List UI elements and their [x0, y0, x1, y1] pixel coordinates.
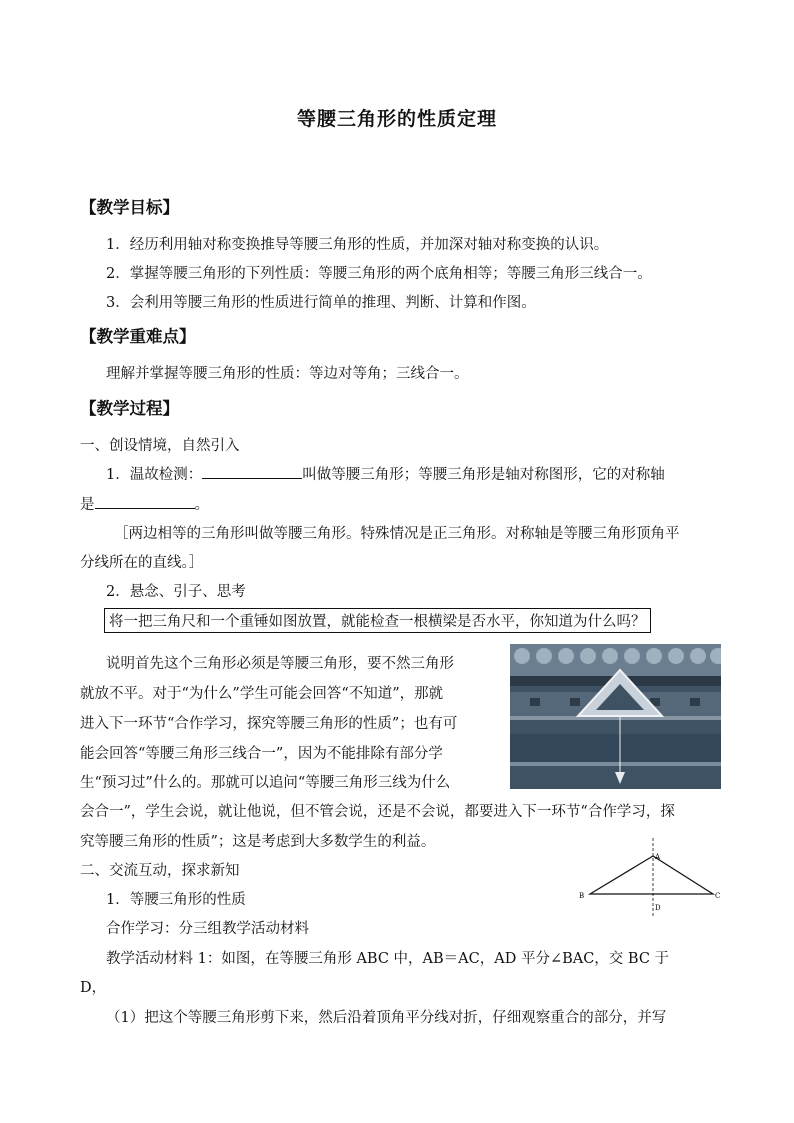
beam-triangle-photo — [510, 644, 721, 789]
explain-line-5: 生“预习过”什么的。那就可以追问“等腰三角形三线为什么 — [80, 775, 451, 791]
goals-heading: 【教学目标】 — [80, 198, 179, 217]
review-mid: 叫做等腰三角形；等腰三角形是轴对称图形，它的对称轴 — [302, 467, 665, 483]
explain-line-6: 会合一”，学生会说，就让他说，但不管会说，还是不会说，都要进入下一环节“合作学习，探 — [80, 804, 675, 820]
isosceles-triangle-figure — [575, 838, 725, 918]
answer-blank-2[interactable] — [95, 494, 195, 509]
goal-1: 1．经历利用轴对称变换推导等腰三角形的性质，并加深对轴对称变换的认识。 — [106, 237, 609, 253]
explain-line-1: 说明首先这个三角形必须是等腰三角形，要不然三角形 — [106, 656, 454, 672]
part1-heading: 一、创设情境，自然引入 — [80, 438, 240, 454]
explain-line-2: 就放不平。对于“为什么”学生可能会回答“不知道”，那就 — [80, 686, 444, 702]
part2-heading: 二、交流互动，探求新知 — [80, 863, 240, 879]
process-heading: 【教学过程】 — [80, 399, 179, 418]
answer-line-2: 分线所在的直线。］ — [80, 555, 204, 571]
coop-learning: 合作学习：分三组教学活动材料 — [106, 921, 309, 937]
explain-line-4: 能会回答“等腰三角形三线合一”，因为不能排除有部分学 — [80, 746, 443, 762]
review-prefix: 1．温故检测： — [106, 467, 203, 483]
review-question-line1 — [106, 463, 665, 484]
material1-line2: D， — [80, 980, 107, 996]
vertex-b-label: B — [579, 892, 585, 900]
item2-heading: 2．悬念、引子、思考 — [106, 584, 246, 600]
answer-blank-1[interactable] — [202, 464, 302, 479]
review-line2-suffix: 。 — [194, 497, 209, 513]
explain-line-7: 究等腰三角形的性质”；这是考虑到大多数学生的利益。 — [80, 834, 436, 850]
answer-line-1: ［两边相等的三角形叫做等腰三角形。特殊情况是正三角形。对称轴是等腰三角形顶角平 — [114, 526, 680, 542]
key-points-text: 理解并掌握等腰三角形的性质：等边对等角；三线合一。 — [106, 366, 469, 382]
review-line2-prefix: 是 — [80, 497, 95, 513]
explain-line-3: 进入下一环节“合作学习，探究等腰三角形的性质”；也有可 — [80, 716, 458, 732]
vertex-c-label: C — [715, 892, 721, 900]
page-title: 等腰三角形的性质定理 — [296, 108, 497, 130]
review-question-line2 — [80, 493, 209, 514]
vertex-a-label: A — [655, 853, 661, 861]
point-d-label: D — [655, 904, 661, 912]
question-box: 将一把三角尺和一个重锤如图放置，就能检查一根横梁是否水平，你知道为什么吗？ — [104, 608, 651, 633]
step-1: （1）把这个等腰三角形剪下来，然后沿着顶角平分线对折，仔细观察重合的部分，并写 — [106, 1010, 667, 1026]
goal-3: 3．会利用等腰三角形的性质进行简单的推理、判断、计算和作图。 — [106, 295, 536, 311]
property-heading: 1．等腰三角形的性质 — [106, 892, 246, 908]
goal-2: 2．掌握等腰三角形的下列性质：等腰三角形的两个底角相等；等腰三角形三线合一。 — [106, 266, 652, 282]
key-points-heading: 【教学重难点】 — [80, 327, 196, 346]
material1-line1: 教学活动材料 1：如图，在等腰三角形 ABC 中，AB＝AC，AD 平分∠BAC，交 BC 于 — [106, 951, 670, 967]
